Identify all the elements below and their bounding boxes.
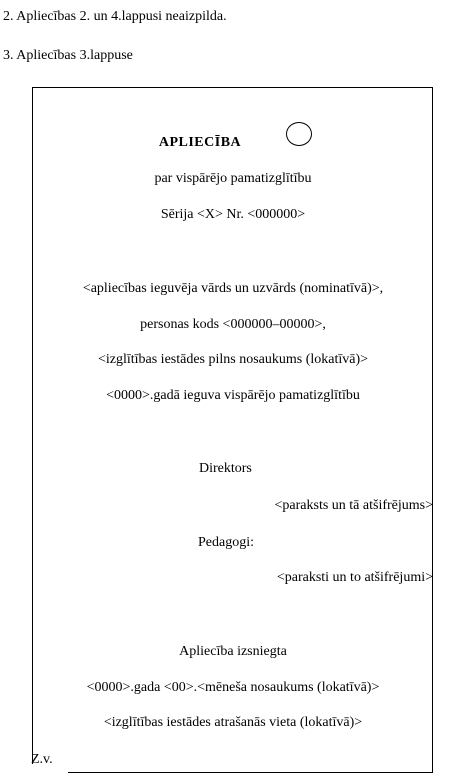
certificate-series: Sērija <X> Nr. <000000> — [160, 207, 306, 222]
director-signature: <paraksts un tā atšifrējums> — [274, 498, 433, 513]
teachers-label: Pedagogi: — [198, 535, 254, 550]
recipient-placeholder: <apliecības ieguvēja vārds un uzvārds (nominatīvā)>, — [82, 281, 384, 296]
certificate-subtitle: par vispārējo pamatizglītību — [154, 171, 312, 186]
personal-code: personas kods <000000–00000>, — [140, 317, 326, 332]
issued-label: Apliecība izsniegta — [179, 644, 287, 659]
graduation-year-line: <0000>.gadā ieguva vispārējo pamatizglītību — [106, 388, 360, 403]
certificate-frame — [32, 87, 433, 773]
institution-name: <izglītības iestādes pilns nosaukums (lokatīvā)> — [97, 352, 369, 367]
certificate-title: APLIECĪBA — [158, 135, 242, 150]
issued-place: <izglītības iestādes atrašanās vieta (lokatīvā)> — [103, 715, 363, 730]
intro-line-1: 2. Apliecības 2. un 4.lappusi neaizpilda. — [3, 9, 227, 24]
director-label: Direktors — [199, 461, 252, 476]
intro-line-2: 3. Apliecības 3.lappuse — [3, 48, 133, 63]
teachers-signature: <paraksti un to atšifrējumi> — [276, 570, 433, 585]
stamp-circle-icon — [286, 122, 312, 146]
stamp-label: Z.v. — [31, 752, 53, 767]
issued-date: <0000>.gada <00>.<mēneša nosaukums (lokatīvā)> — [86, 680, 380, 695]
